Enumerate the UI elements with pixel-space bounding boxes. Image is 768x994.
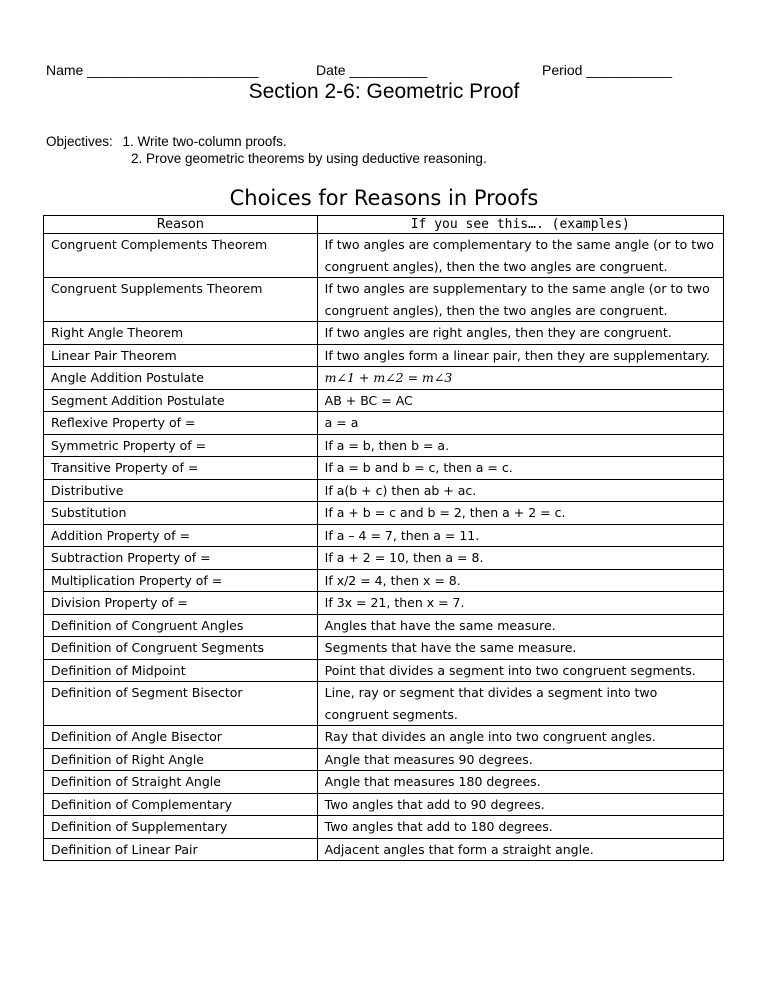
example-cell: Ray that divides an angle into two congruent angles. — [317, 726, 723, 749]
table-row — [44, 457, 724, 480]
example-cell: Adjacent angles that form a straight angle. — [317, 838, 723, 861]
example-cell: If a = b and b = c, then a = c. — [317, 457, 723, 480]
table-row — [44, 479, 724, 502]
example-cell: If a(b + c) then ab + ac. — [317, 479, 723, 502]
reason-cell: Segment Addition Postulate — [44, 389, 318, 412]
table-row — [44, 637, 724, 660]
example-cell: AB + BC = AC — [317, 389, 723, 412]
table-row — [44, 322, 724, 345]
reason-cell: Definition of Congruent Segments — [44, 637, 318, 660]
date-field-label: Date __________ — [316, 62, 428, 78]
name-field-label: Name ______________________ — [46, 62, 259, 78]
reason-cell: Definition of Straight Angle — [44, 771, 318, 794]
reason-cell: Distributive — [44, 479, 318, 502]
reason-cell: Congruent Complements Theorem — [44, 234, 318, 278]
reason-cell: Definition of Congruent Angles — [44, 614, 318, 637]
table-row — [44, 682, 724, 726]
table-heading: Choices for Reasons in Proofs — [229, 186, 539, 210]
page-title: Section 2-6: Geometric Proof — [248, 80, 520, 103]
reason-cell: Definition of Angle Bisector — [44, 726, 318, 749]
example-cell: Point that divides a segment into two congruent segments. — [317, 659, 723, 682]
reason-cell: Definition of Midpoint — [44, 659, 318, 682]
example-cell: If two angles are right angles, then they are congruent. — [317, 322, 723, 345]
period-field-label: Period ___________ — [542, 62, 673, 78]
table-row — [44, 816, 724, 839]
table-row — [44, 344, 724, 367]
examples-column-header: If you see this…. (examples) — [317, 216, 723, 234]
example-cell: If x/2 = 4, then x = 8. — [317, 569, 723, 592]
objective-row-2 — [46, 150, 487, 167]
example-cell: If two angles form a linear pair, then they are supplementary. — [317, 344, 723, 367]
reason-cell: Multiplication Property of = — [44, 569, 318, 592]
example-cell: If a + 2 = 10, then a = 8. — [317, 547, 723, 570]
table-row — [44, 659, 724, 682]
table-row — [44, 412, 724, 435]
reason-cell: Reflexive Property of = — [44, 412, 318, 435]
reason-cell: Transitive Property of = — [44, 457, 318, 480]
example-cell: If a = b, then b = a. — [317, 434, 723, 457]
table-row — [44, 614, 724, 637]
example-cell: Two angles that add to 180 degrees. — [317, 816, 723, 839]
example-cell: Angle that measures 180 degrees. — [317, 771, 723, 794]
table-row — [44, 793, 724, 816]
table-row — [44, 592, 724, 615]
example-cell: Two angles that add to 90 degrees. — [317, 793, 723, 816]
reason-cell: Division Property of = — [44, 592, 318, 615]
example-cell: If two angles are complementary to the same angle (or to two congruent angles), then the two angles are congruent. — [317, 234, 723, 278]
reason-cell: Substitution — [44, 502, 318, 525]
reason-cell: Definition of Segment Bisector — [44, 682, 318, 726]
table-row — [44, 389, 724, 412]
table-row — [44, 838, 724, 861]
objective-row-1 — [46, 133, 487, 150]
table-row — [44, 771, 724, 794]
example-cell: a = a — [317, 412, 723, 435]
table-row — [44, 278, 724, 322]
table-row — [44, 748, 724, 771]
example-cell: Angles that have the same measure. — [317, 614, 723, 637]
example-cell: Line, ray or segment that divides a segment into two congruent segments. — [317, 682, 723, 726]
example-cell: If a + b = c and b = 2, then a + 2 = c. — [317, 502, 723, 525]
reason-cell: Congruent Supplements Theorem — [44, 278, 318, 322]
table-row — [44, 234, 724, 278]
reason-column-header: Reason — [44, 216, 318, 234]
table-row — [44, 524, 724, 547]
table-row — [44, 434, 724, 457]
table-row — [44, 502, 724, 525]
table-row — [44, 569, 724, 592]
reason-cell: Subtraction Property of = — [44, 547, 318, 570]
reason-cell: Angle Addition Postulate — [44, 367, 318, 390]
reason-cell: Definition of Supplementary — [44, 816, 318, 839]
reason-cell: Linear Pair Theorem — [44, 344, 318, 367]
reason-cell: Definition of Complementary — [44, 793, 318, 816]
objectives — [46, 133, 487, 167]
objectives-label: Objectives: — [46, 134, 113, 149]
example-cell: If 3x = 21, then x = 7. — [317, 592, 723, 615]
example-cell: If a – 4 = 7, then a = 11. — [317, 524, 723, 547]
table-row — [44, 726, 724, 749]
example-cell: Segments that have the same measure. — [317, 637, 723, 660]
reason-cell: Symmetric Property of = — [44, 434, 318, 457]
example-cell: m∠1 + m∠2 = m∠3 — [317, 367, 723, 390]
reason-cell: Definition of Linear Pair — [44, 838, 318, 861]
reason-cell: Definition of Right Angle — [44, 748, 318, 771]
reason-cell: Addition Property of = — [44, 524, 318, 547]
objective-item: 2. Prove geometric theorems by using deductive reasoning. — [131, 151, 487, 166]
header-line — [46, 62, 726, 80]
example-cell: Angle that measures 90 degrees. — [317, 748, 723, 771]
table-row — [44, 547, 724, 570]
table-row — [44, 367, 724, 390]
reason-cell: Right Angle Theorem — [44, 322, 318, 345]
reasons-table — [43, 215, 724, 861]
table-header-row — [44, 216, 724, 234]
example-cell: If two angles are supplementary to the same angle (or to two congruent angles), then the two angles are congruent. — [317, 278, 723, 322]
objective-item: 1. Write two-column proofs. — [122, 134, 287, 149]
